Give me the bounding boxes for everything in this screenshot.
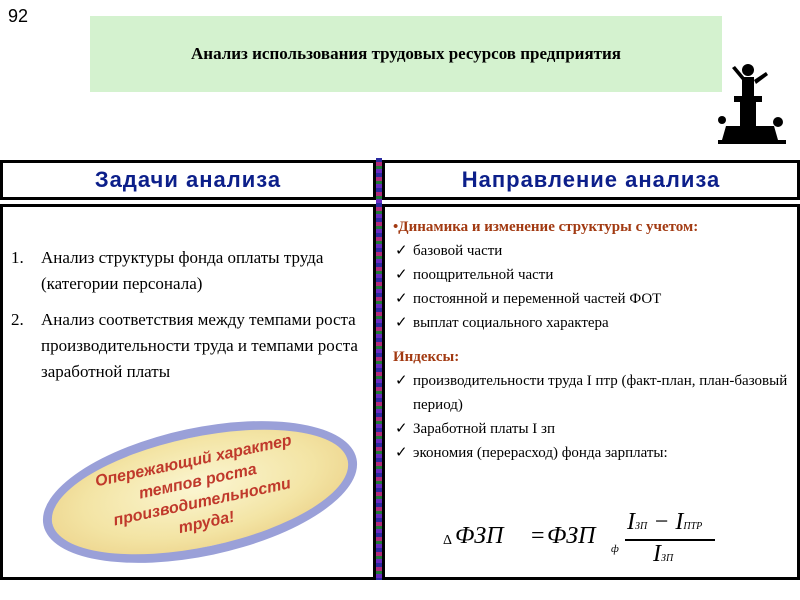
delta-symbol: Δ [443,533,453,548]
slide-number: 92 [8,6,29,26]
item-number: 2. [11,310,24,329]
item-text: Анализ структуры фонда оплаты труда (категории персонала) [41,248,324,293]
check-icon: ✓ [395,421,408,437]
check-icon: ✓ [395,315,408,331]
list-item: ✓ производительности труда I птр (факт-план, план-базовый период) [393,369,793,417]
list-item: ✓ выплат социального характера [393,311,793,335]
list-item: ✓ экономия (перерасход) фонда зарплаты: [393,441,793,465]
list-item: ✓ базовой части [393,239,793,263]
check-icon: ✓ [395,243,408,259]
check-icon: ✓ [395,267,408,283]
check-icon: ✓ [395,373,408,389]
dynamics-heading: •Динамика и изменение структуры с учетом: [393,219,699,235]
list-item [11,307,361,385]
title-banner [90,16,722,92]
payroll-savings-formula [443,509,763,569]
item-text: Анализ соответствия между темпами роста производительности труда и темпами роста заработной платы [41,310,358,381]
list-item: ✓ Заработной платы I зп [393,417,793,441]
formula-lhs: ФЗП [455,523,504,549]
formula-rhs-subscript: ф [611,543,619,555]
item-number: 1. [11,248,24,267]
right-header: Направление анализа [382,160,800,200]
directions-panel [382,204,800,580]
check-icon: ✓ [395,291,408,307]
formula-denominator: IЗП [653,541,674,567]
left-header: Задачи анализа [0,160,376,200]
formula-numerator: IЗП − IПТР [627,509,703,535]
list-item [11,245,361,297]
indexes-heading: Индексы: [393,349,460,365]
callout-text: Опережающий характер темпов роста производительности труда! [93,432,294,538]
list-item: ✓ поощрительной части [393,263,793,287]
formula-rhs: ФЗП [547,523,596,549]
page-title: Анализ использования трудовых ресурсов предприятия [191,44,621,63]
check-icon: ✓ [395,445,408,461]
list-item: ✓ постоянной и переменной частей ФОТ [393,287,793,311]
task-list [11,245,361,395]
person-at-podium-icon [716,60,788,144]
formula-equals: = [531,523,545,549]
